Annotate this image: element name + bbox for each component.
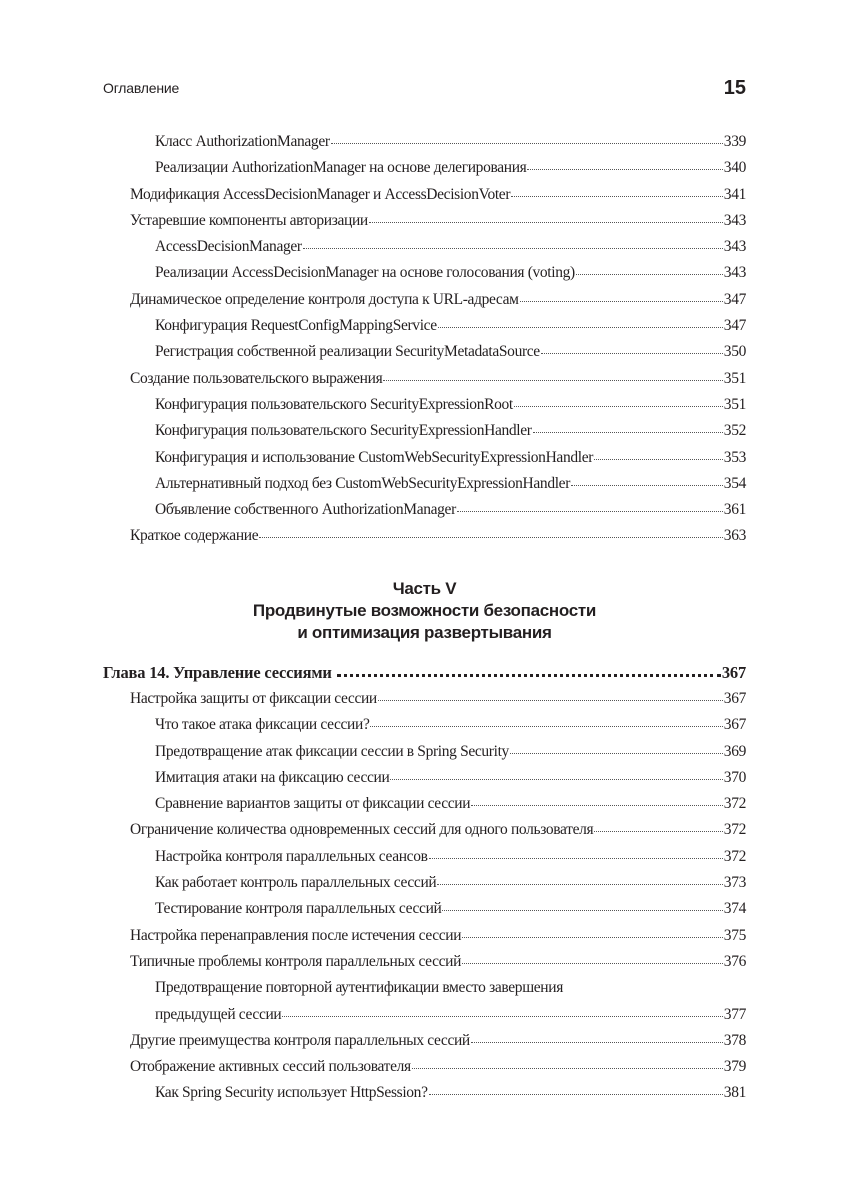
toc-entry-page: 351 — [723, 395, 746, 413]
toc-entry-page: 354 — [723, 474, 746, 492]
dot-leader — [594, 819, 723, 835]
toc-entry[interactable] — [103, 208, 746, 234]
toc-entry[interactable] — [103, 1054, 746, 1080]
chapter-page: 367 — [721, 663, 746, 682]
toc-entry-title: Реализации AccessDecisionManager на основе голосования (voting) — [155, 264, 575, 282]
chapter-heading-entry[interactable] — [103, 660, 746, 686]
toc-entry-page: 350 — [723, 343, 746, 361]
toc-entry[interactable] — [103, 975, 746, 1028]
toc-entry[interactable] — [103, 739, 746, 765]
toc-entry-page: 341 — [723, 185, 746, 203]
toc-entry-title: Как Spring Security использует HttpSession? — [155, 1084, 428, 1102]
toc-entry-title: Объявление собственного AuthorizationManager — [155, 501, 456, 519]
toc-entry-title: Регистрация собственной реализации SecurityMetadataSource — [155, 343, 540, 361]
dot-leader — [282, 1003, 722, 1019]
toc-entry[interactable] — [103, 686, 746, 712]
part-title-line2: и оптимизация развертывания — [297, 623, 552, 642]
dot-leader — [520, 288, 723, 304]
dot-leader — [429, 845, 723, 861]
toc-entry-page: 352 — [723, 422, 746, 440]
toc-entry[interactable] — [103, 155, 746, 181]
dot-leader — [383, 367, 722, 383]
toc-entry[interactable] — [103, 791, 746, 817]
dot-leader — [471, 793, 723, 809]
toc-entry[interactable] — [103, 129, 746, 155]
dot-leader — [576, 262, 723, 278]
dot-leader — [514, 393, 723, 409]
toc-entry-title: Конфигурация пользовательского SecurityExpressionRoot — [155, 395, 513, 413]
toc-entry-title: Настройка контроля параллельных сеансов — [155, 847, 428, 865]
part-label: Часть V — [392, 579, 457, 598]
toc-entry[interactable] — [103, 392, 746, 418]
dot-leader — [303, 236, 723, 252]
toc-entry-title: Создание пользовательского выражения — [130, 369, 383, 387]
dot-leader — [390, 766, 722, 782]
toc-entry[interactable] — [103, 817, 746, 843]
dot-leader — [541, 341, 723, 357]
running-head: Оглавление — [103, 80, 180, 96]
toc-entry-page: 369 — [723, 742, 746, 760]
toc-entry[interactable] — [103, 1028, 746, 1054]
toc-entry-page: 372 — [723, 847, 746, 865]
toc-entry-title: Имитация атаки на фиксацию сессии — [155, 768, 390, 786]
toc-entry-page: 376 — [723, 952, 746, 970]
toc-entry-title: AccessDecisionManager — [155, 238, 302, 256]
page-number: 15 — [723, 76, 746, 99]
toc-entry[interactable] — [103, 765, 746, 791]
toc-entry-title: Настройка перенаправления после истечения сессии — [130, 926, 462, 944]
toc-entry-title: Типичные проблемы контроля параллельных сессий — [130, 952, 462, 970]
toc-entry-title: Другие преимущества контроля параллельных сессий — [130, 1031, 470, 1049]
toc-entry-title-line1: Предотвращение повторной аутентификации вместо завершения — [155, 979, 563, 997]
dot-leader — [442, 898, 722, 914]
toc-entry-page: 347 — [723, 290, 746, 308]
chapter-title: Глава 14. Управление сессиями — [103, 663, 332, 682]
dot-leader — [510, 740, 723, 756]
toc-entry-title: Устаревшие компоненты авторизации — [130, 211, 368, 229]
toc-entry[interactable] — [103, 445, 746, 471]
toc-entry-page: 363 — [723, 527, 746, 545]
toc-entry[interactable] — [103, 870, 746, 896]
toc-entry[interactable] — [103, 287, 746, 313]
dot-leader — [571, 472, 723, 488]
dot-leader — [331, 131, 723, 147]
dot-leader — [369, 209, 723, 225]
toc-entry-page: 351 — [723, 369, 746, 387]
toc-entry[interactable] — [103, 949, 746, 975]
toc-entry-title: Класс AuthorizationManager — [155, 133, 330, 150]
toc-entry-page: 347 — [723, 317, 746, 335]
dot-leader — [333, 662, 721, 679]
toc-entry[interactable] — [103, 339, 746, 365]
dot-leader — [462, 950, 723, 966]
toc-entry-title: Тестирование контроля параллельных сессий — [155, 900, 442, 918]
dot-leader — [462, 924, 723, 940]
toc-entry-title: Реализации AuthorizationManager на основе делегирования — [155, 159, 527, 177]
toc-entry-title: Модификация AccessDecisionManager и AccessDecisionVoter — [130, 185, 511, 203]
toc-entry-title: Как работает контроль параллельных сессий — [155, 874, 437, 892]
toc-entry-page: 372 — [723, 821, 746, 839]
dot-leader — [594, 446, 723, 462]
toc-entry-title: Конфигурация и использование CustomWebSecurityExpressionHandler — [155, 448, 594, 466]
dot-leader — [259, 525, 723, 541]
dot-leader — [429, 1082, 723, 1098]
toc-entry-title-line2: предыдущей сессии — [155, 1005, 282, 1023]
toc-entry-page: 339 — [723, 133, 746, 150]
toc-entry-title: Что такое атака фиксации сессии? — [155, 716, 370, 734]
dot-leader — [527, 157, 722, 173]
toc-entry-title: Конфигурация пользовательского SecurityExpressionHandler — [155, 422, 532, 440]
toc-entry[interactable] — [103, 1080, 746, 1106]
toc-entry[interactable] — [103, 418, 746, 444]
part-heading — [103, 578, 746, 644]
toc-entry-page: 381 — [723, 1084, 746, 1102]
toc-entry-title: Предотвращение атак фиксации сессии в Spring Security — [155, 742, 509, 760]
toc-entry[interactable] — [103, 497, 746, 523]
toc-entry-title: Конфигурация RequestConfigMappingService — [155, 317, 437, 335]
toc-entry-page: 370 — [723, 768, 746, 786]
toc-entry-page: 340 — [723, 159, 746, 177]
dot-leader — [438, 315, 723, 331]
toc-entry-title: Отображение активных сессий пользователя — [130, 1058, 411, 1076]
page-header — [103, 74, 746, 102]
toc-continued — [103, 129, 746, 550]
dot-leader — [511, 183, 723, 199]
toc-entry[interactable] — [103, 923, 746, 949]
toc-entry-page: 372 — [723, 795, 746, 813]
toc-entry-title: Краткое содержание — [130, 527, 259, 545]
toc-entry-page: 343 — [723, 238, 746, 256]
dot-leader — [437, 872, 722, 888]
toc-entry-title: Настройка защиты от фиксации сессии — [130, 690, 377, 707]
toc-entry-title: Сравнение вариантов защиты от фиксации сессии — [155, 795, 471, 813]
toc-entry[interactable] — [103, 313, 746, 339]
dot-leader — [457, 499, 723, 515]
toc-entry-page: 367 — [723, 690, 746, 707]
toc-entry-page: 353 — [723, 448, 746, 466]
dot-leader — [533, 420, 723, 436]
toc-entry-page: 373 — [723, 874, 746, 892]
toc-entry-page: 343 — [723, 264, 746, 282]
toc-entry-title: Ограничение количества одновременных сессий для одного пользователя — [130, 821, 594, 839]
toc-entry-page: 374 — [723, 900, 746, 918]
toc-entry[interactable] — [103, 366, 746, 392]
toc-entry-page: 378 — [723, 1031, 746, 1049]
dot-leader — [471, 1029, 723, 1045]
toc-entry-page: 343 — [723, 211, 746, 229]
toc-entry-page: 361 — [723, 501, 746, 519]
toc-chapter-14 — [103, 660, 746, 1107]
toc-entry[interactable] — [103, 471, 746, 497]
toc-entry[interactable] — [103, 844, 746, 870]
toc-entry-title: Альтернативный подход без CustomWebSecurityExpressionHandler — [155, 474, 571, 492]
toc-entry-page: 377 — [723, 1005, 746, 1023]
toc-entry[interactable] — [103, 182, 746, 208]
toc-entry-page: 375 — [723, 926, 746, 944]
toc-entry[interactable] — [103, 234, 746, 260]
toc-entry[interactable] — [103, 260, 746, 286]
toc-entry[interactable] — [103, 523, 746, 549]
toc-entry-title: Динамическое определение контроля доступа к URL-адресам — [130, 290, 519, 308]
dot-leader — [378, 688, 723, 704]
part-title-line1: Продвинутые возможности безопасности — [252, 601, 597, 620]
dot-leader — [412, 1056, 723, 1072]
toc-entry-page: 367 — [723, 716, 746, 734]
toc-entry[interactable] — [103, 896, 746, 922]
toc-entry[interactable] — [103, 712, 746, 738]
dot-leader — [370, 714, 722, 730]
toc-entry-page: 379 — [723, 1058, 746, 1076]
